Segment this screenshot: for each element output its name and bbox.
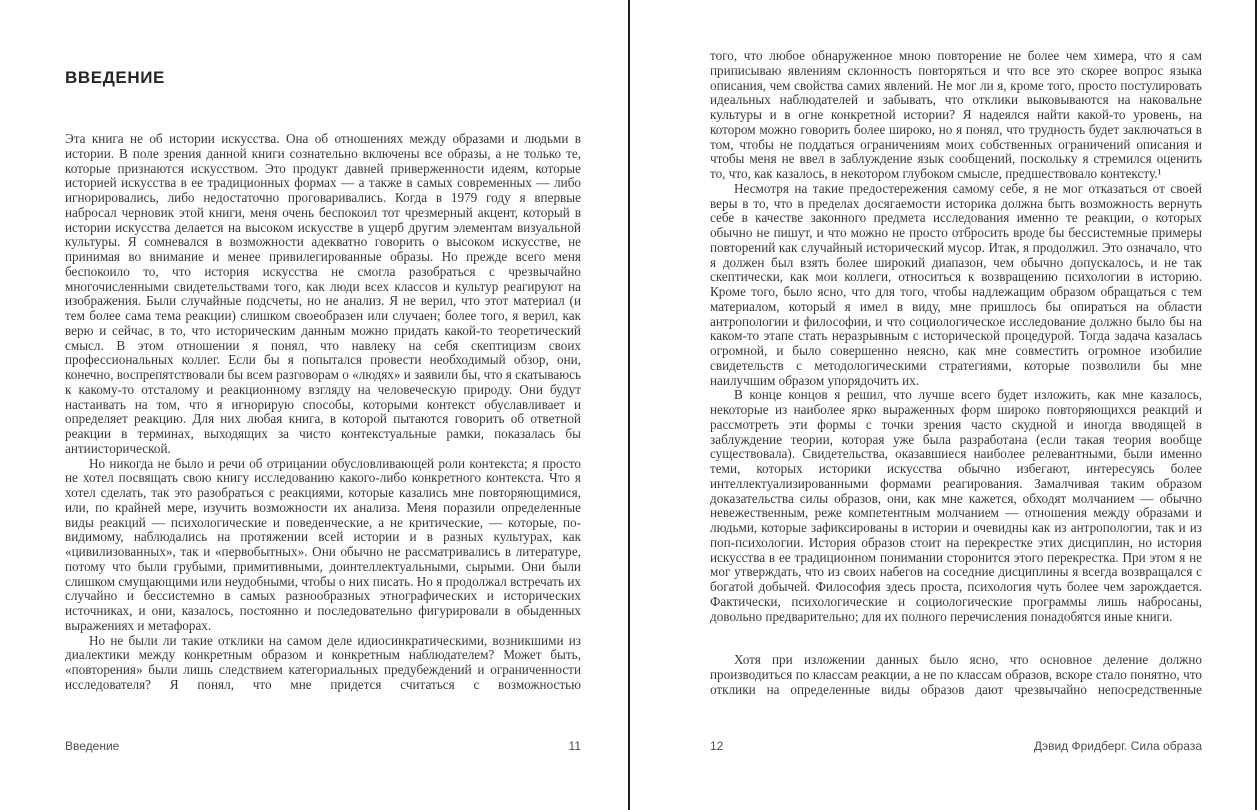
left-page-footer	[65, 739, 581, 753]
right-edge-border	[1255, 0, 1257, 810]
page-number-left: 11	[568, 739, 581, 753]
chapter-title: ВВЕДЕНИЕ	[65, 68, 165, 88]
center-page-divider	[628, 0, 630, 810]
paragraph: Эта книга не об истории искусства. Она об отношениях между образами и людьми в истории. В поле зрения данной книги сознательно включены все образы, а не только те, которые признаются искусством. Это продукт давней приверженности идеям, которые историей искусства в ее традиционных формах — а также в самых современных — либо игнорировались, либо недостаточно проговаривались. Когда в 1979 году я впервые набросал черновик этой книги, меня очень беспокоил тот чрезмерный акцент, который в истории искусства делается на высоком искусстве в ущерб другим элементам визуальной культуры. Я сомневался в возможности адекватно говорить о высоком искусстве, не принимая во внимание и менее привилегированные образы. Но прежде всего меня беспокоило то, что история искусства не смогла разобраться с чрезвычайно многочисленными свидетельствами того, как люди всех классов и культур реагируют на изображения. Были случайные подсчеты, но не анализ. Я не верил, что этот материал (и тем более сама тема реакции) слишком своеобразен или случаен; более того, я верил, как верю и сейчас, в то, что историческим данным можно придать какой-то теоретический смысл. В этом отношении я понял, что навлеку на себя скептицизм своих профессиональных коллег. Если бы я попытался провести необходимый обзор, они, конечно, воспрепятствовали бы всем разговорам о «людях» и заявили бы, что я скатываюсь к какому-то отсталому и реакционному взгляду на человеческую природу. Они будут настаивать на том, что я игнорирую способы, которыми контекст обуславливает и определяет реакцию. Для них любая книга, в которой пытаются говорить об ответной реакции в терминах, выходящих за чисто контекстуальные рамки, показалась бы антиисторической.	[65, 131, 581, 456]
paragraph: Но никогда не было и речи об отрицании обусловливающей роли контекста; я просто не хотел посвящать свою книгу исследованию какого-либо конкретного контекста. Что я хотел сделать, так это разобраться с реакциями, которые казались мне повторяющимися, или, по крайней мере, изучить возможности их анализа. Меня поразили определенные виды реакций — психологические и поведенческие, а не критические, — которые, по-видимому, наблюдались на протяжении всей истории и в разных культурах, как «цивилизованных», так и «первобытных». Они обычно не рассматривались в литературе, потому что были грубыми, примитивными, доинтеллектуальными, сырыми. Они были слишком смущающими или неудобными, чтобы о них писать. Но я продолжал встречать их случайно и бессистемно в самых разнообразных этнографических и исторических источниках, и они, казалось, постоянно и последовательно фигурировали в обыденных выражениях и метафорах.	[65, 455, 582, 633]
page-right	[710, 0, 1202, 810]
paragraph: Несмотря на такие предостережения самому себе, я не мог отказаться от своей веры в то, что в пределах досягаемости историка должна быть возможность вернуть себе в качестве законного предмета исследования именно те реакции, о которых обычно не пишут, и что можно не просто отбросить вроде бы бессистемные примеры повторений как случайный исторический мусор. Итак, я продолжил. Это означало, что я должен был взять более широкий диапазон, чем обычно допускалось, и не так скептически, как мои коллеги, относиться к возвращению психологии в историю. Кроме того, было ясно, что для того, чтобы надлежащим образом обращаться с тем материалом, который я имел в виду, мне пришлось бы опираться на области антропологии и философии, и что социологическое исследование должно было бы на каком-то этапе стать неразрывным с исторической процедурой. Тогда задача казалась огромной, и было совершенно неясно, как мне совместить огромное изобилие свидетельств с методологическими стратегиями, которые позволили бы мне наилучшим образом упорядочить их.	[710, 180, 1202, 388]
right-page-body	[710, 49, 1202, 698]
running-head-section: Введение	[65, 739, 120, 753]
paragraph: В конце концов я решил, что лучше всего будет изложить, как мне казалось, некоторые из наиболее ярко выраженных форм широко повторяющихся реакций и рассмотреть эти формы с точки зрения часто скудной и иногда вводящей в заблуждение теории, которая уже была разработана (если такая теория вообще существовала). Свидетельства, оказавшиеся наиболее релевантными, были именно теми, которых историки искусства обычно избегают, интересуясь более интеллектуализированными формами реагирования. Замалчивая таким образом доказательства силы образов, они, как мне кажется, обходят молчанием — обычно невежественным, реже компетентным молчанием — отношения между образами и людьми, которые зафиксированы в истории и очевидны как из антропологии, так и из поп-психологии. История образов стоит на перекрестке этих дисциплин, но история искусства в ее традиционном понимании сторонится этого перекрестка. При этом я не мог утверждать, что из своих набегов на соседние дисциплины я всегда возвращался с богатой добычей. Философия здесь проста, психология чуть более чем зарождается. Фактически, психологические и социологические программы лишь набросаны, довольно предварительно; для их полного перечисления понадобятся иные книги.	[710, 387, 1202, 624]
left-page-body	[65, 132, 581, 693]
running-head-book-title: Дэвид Фридберг. Сила образа	[1033, 739, 1202, 753]
page-number-right: 12	[710, 739, 724, 753]
paragraph: Но не были ли такие отклики на самом деле идиосинкратическими, возникшими из диалектики между конкретным образом и конкретным наблюдателем? Может быть, «повторения» были лишь следствием категориальных предубеждений и ограниченности исследователя? Я понял, что мне придется считаться с возможностью	[65, 632, 581, 692]
right-page-footer	[710, 739, 1202, 753]
paragraph: Хотя при изложении данных было ясно, что основное деление должно производиться по классам реакции, а не по классам образов, вскоре стало понятно, что отклики на определенные виды образов дают чрезвычайно непосредственные	[710, 652, 1202, 697]
page-left	[65, 0, 581, 810]
paragraph: того, что любое обнаруженное мною повторение не более чем химера, что я сам приписываю явлениям склонность повторяться и что все это скорее вопрос языка описания, чем свойства самих явлений. Не мог ли я, кроме того, просто постулировать идеальных наблюдателей и забывать, что отклики выковываются на наковальне культуры и в огне конкретной истории? Я надеялся найти какой-то уровень, на котором можно говорить более широко, но я понял, что трудность будет заключаться в том, чтобы не поддаться ограничениям моих собственных ограничений описания и чтобы меня не ввел в заблуждение язык сообщений, поскольку я стремился оценить то, что, как казалось, в некотором глубоком смысле, предшествовало контексту.¹	[710, 48, 1202, 181]
